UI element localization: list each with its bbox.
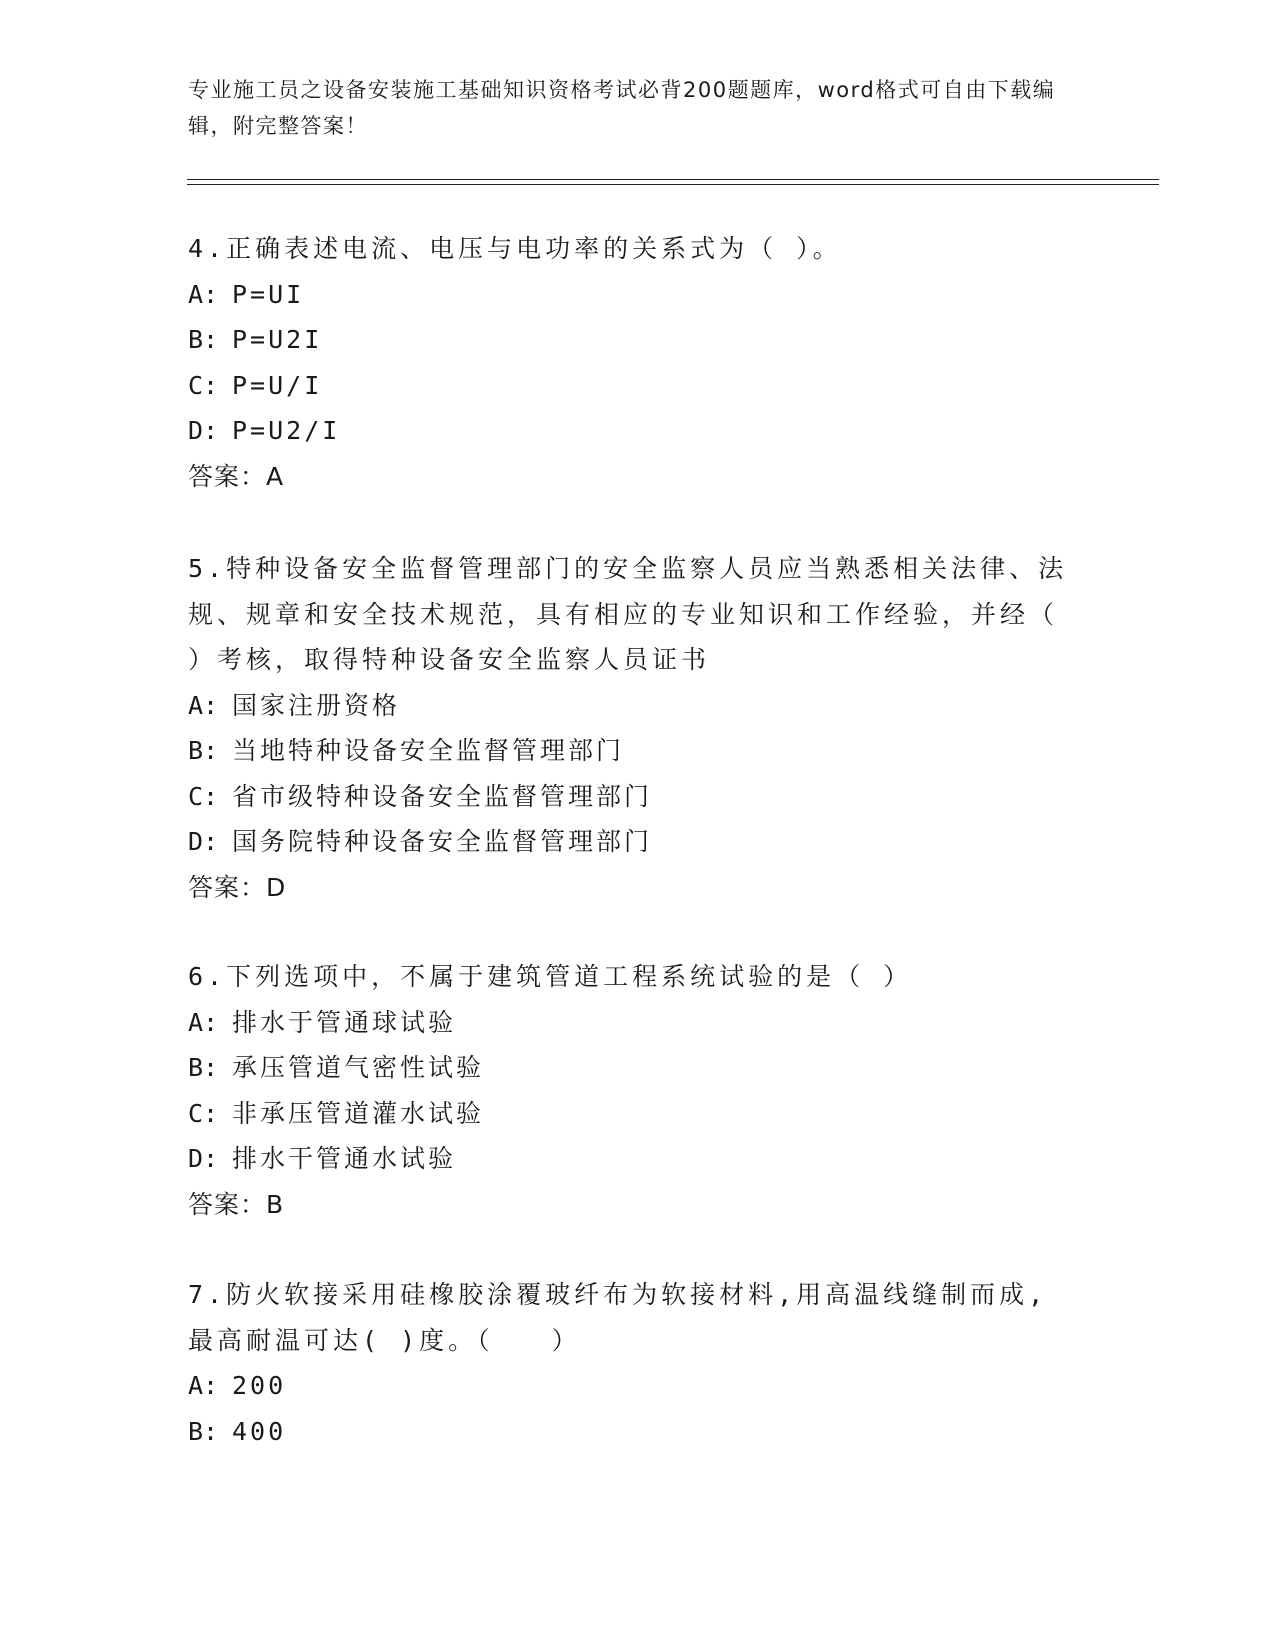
- option-text: 国家注册资格: [232, 690, 401, 720]
- option-label: B:: [188, 325, 219, 354]
- option-text: 省市级特种设备安全监督管理部门: [232, 781, 653, 811]
- option-d: [188, 1136, 1068, 1182]
- option-text: 400: [232, 1416, 287, 1446]
- option-text: 200: [232, 1371, 287, 1400]
- option-label: D:: [188, 1144, 219, 1173]
- option-text: P=U2I: [232, 325, 323, 354]
- option-label: A:: [188, 690, 219, 720]
- option-b: [188, 1409, 1068, 1455]
- option-a: [188, 1000, 1068, 1046]
- question-stem: 7.防火软接采用硅橡胶涂覆玻纤布为软接材料,用高温线缝制而成,最高耐温可达( )度。（ ）: [188, 1280, 1048, 1355]
- option-label: D:: [188, 416, 219, 445]
- option-text: 当地特种设备安全监督管理部门: [232, 736, 625, 765]
- document-header: 专业施工员之设备安装施工基础知识资格考试必背200题题库，word格式可自由下载编辑，附完整答案！: [188, 78, 1056, 138]
- question-stem: 5.特种设备安全监督管理部门的安全监察人员应当熟悉相关法律、法规、规章和安全技术规范，具有相应的专业知识和工作经验，并经（ ）考核，取得特种设备安全监察人员证书: [188, 554, 1068, 674]
- option-label: B:: [188, 1053, 219, 1082]
- option-text: P=U2/I: [232, 416, 341, 445]
- question-5: [188, 546, 1068, 910]
- option-text: 排水干管通水试验: [232, 1144, 457, 1173]
- question-stem: 6.下列选项中，不属于建筑管道工程系统试验的是（ ）: [188, 962, 913, 991]
- option-text: 非承压管道灌水试验: [232, 1098, 485, 1128]
- option-label: A:: [188, 279, 219, 309]
- option-a: [188, 683, 1068, 729]
- option-a: [188, 1363, 1068, 1409]
- option-text: P=UI: [232, 279, 305, 309]
- question-7: [188, 1272, 1068, 1454]
- option-label: B:: [188, 1416, 219, 1446]
- answer-line: 答案：B: [188, 1189, 285, 1219]
- option-c: [188, 774, 1068, 820]
- option-label: C:: [188, 781, 219, 811]
- option-label: B:: [188, 736, 219, 765]
- option-a: [188, 272, 1068, 318]
- option-c: [188, 1091, 1068, 1137]
- option-text: 承压管道气密性试验: [232, 1053, 485, 1082]
- question-4: [188, 226, 1068, 499]
- answer-line: 答案：A: [188, 461, 285, 491]
- option-d: [188, 819, 1068, 865]
- option-b: [188, 728, 1068, 774]
- option-text: 排水于管通球试验: [232, 1007, 457, 1037]
- option-label: C:: [188, 1098, 219, 1128]
- option-label: A:: [188, 1371, 219, 1400]
- option-b: [188, 1045, 1068, 1091]
- option-label: D:: [188, 827, 219, 856]
- header-divider-top: [187, 179, 1159, 180]
- option-text: 国务院特种设备安全监督管理部门: [232, 827, 653, 856]
- option-text: P=U/I: [232, 370, 323, 400]
- answer-line: 答案：D: [188, 872, 287, 902]
- option-label: C:: [188, 370, 219, 400]
- option-d: [188, 408, 1068, 454]
- option-c: [188, 363, 1068, 409]
- option-label: A:: [188, 1007, 219, 1037]
- question-6: [188, 954, 1068, 1227]
- question-stem: 4.正确表述电流、电压与电功率的关系式为（ ）。: [188, 234, 842, 263]
- option-b: [188, 317, 1068, 363]
- header-divider-bottom: [187, 184, 1159, 185]
